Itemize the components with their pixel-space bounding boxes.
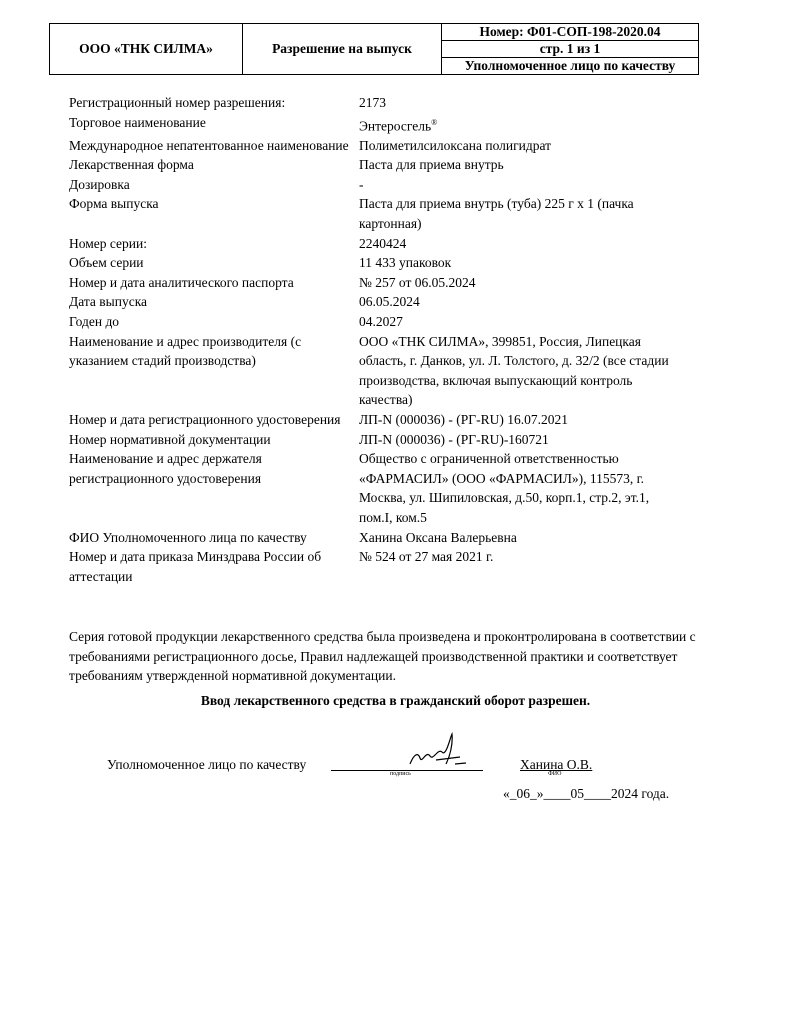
field-row (69, 292, 709, 312)
field-label: Дозировка (69, 176, 130, 192)
field-row (69, 93, 709, 113)
field-label: Номер и дата приказа Минздрава России об аттестации (69, 549, 322, 584)
field-value (359, 449, 679, 527)
date-open: « (503, 786, 510, 801)
field-label: Номер и дата регистрационного удостоверения (69, 412, 341, 427)
field-value (359, 547, 679, 586)
field-row (69, 136, 709, 156)
signature-role-label: Уполномоченное лицо по качеству (107, 757, 307, 772)
field-value-text: ЛП-N (000036) - (РГ-RU)-160721 (359, 431, 549, 447)
field-value-text: 11 433 упаковок (359, 255, 452, 271)
field-label: Международное непатентованное наименование (69, 137, 349, 153)
field-label: Номер серии: (69, 235, 148, 251)
field-row (69, 234, 709, 254)
field-value-text: ООО «ТНК СИЛМА», 399851, Россия, Липецкая область, г. Данков, ул. Л. Толстого, д. 32/2 (все стадии производства, включая выпускающий контроль качества) (359, 333, 669, 408)
field-value-text: - (359, 176, 364, 192)
signature-caption: подпись (390, 771, 411, 777)
field-label: Номер и дата аналитического паспорта (69, 274, 294, 290)
header-page: стр. 1 из 1 (442, 41, 699, 58)
field-label: Дата выпуска (69, 294, 148, 310)
registered-mark: ® (431, 117, 438, 127)
field-value (359, 194, 679, 233)
field-value (359, 234, 679, 254)
handwritten-signature (400, 730, 470, 770)
field-value (359, 312, 679, 332)
field-value (359, 155, 679, 175)
document-header (49, 23, 699, 75)
field-value-text: 04.2027 (359, 314, 403, 330)
field-value (359, 292, 679, 312)
signature-name: Ханина О.В. (520, 757, 593, 772)
header-doc-number: Номер: Ф01-СОП-198-2020.04 (442, 24, 699, 41)
field-value-text: 06.05.2024 (359, 294, 420, 310)
fields-list (69, 93, 709, 586)
field-label: Торговое наименование (69, 114, 206, 130)
name-caption: ФИО (548, 771, 562, 777)
field-value-text: Паста для приема внутрь (туба) 225 г х 1 (пачка картонная) (359, 196, 634, 232)
field-row (69, 155, 709, 175)
field-row (69, 253, 709, 273)
date-month: 05 (570, 786, 584, 801)
field-value (359, 253, 679, 273)
field-label: Наименование и адрес производителя (с указанием стадий производства) (69, 333, 302, 369)
field-label: Объем серии (69, 255, 144, 271)
field-label: Номер нормативной документации (69, 431, 271, 447)
field-value (359, 430, 679, 450)
field-row (69, 113, 709, 136)
field-value (359, 136, 679, 156)
header-company: ООО «ТНК СИЛМА» (50, 24, 243, 75)
field-value-text: Полиметилсилоксана полигидрат (359, 137, 552, 153)
field-value-text: Ханина Оксана Валерьевна (359, 529, 517, 545)
field-row (69, 194, 709, 233)
field-value-text: Энтеросгель (359, 118, 432, 134)
date-tail: ____2024 года. (584, 786, 670, 801)
field-row (69, 430, 709, 450)
field-value (359, 332, 679, 410)
signature-date (503, 786, 669, 802)
field-value-text: 2173 (359, 95, 386, 110)
header-doc-title: Разрешение на выпуск (243, 24, 442, 75)
conclusion-paragraph: Серия готовой продукции лекарственного средства была произведена и проконтролирована в соответствии с требованиями регистрационного досье, Правил надлежащей производственной практики и соответствует требованиям утвержденной нормативной документации. (69, 629, 696, 684)
field-label: Годен до (69, 314, 120, 330)
field-value (359, 410, 679, 430)
field-row (69, 332, 709, 410)
field-value-text: 2240424 (359, 235, 407, 251)
field-row (69, 312, 709, 332)
field-row (69, 547, 709, 586)
field-value (359, 175, 679, 195)
field-row (69, 175, 709, 195)
date-day: _06_ (509, 786, 537, 801)
field-value (359, 273, 679, 293)
field-value (359, 528, 679, 548)
field-label: Форма выпуска (69, 196, 159, 212)
field-value-text: ЛП-N (000036) - (РГ-RU) 16.07.2021 (359, 412, 568, 427)
field-row (69, 273, 709, 293)
field-value (359, 113, 679, 136)
header-role: Уполномоченное лицо по качеству (442, 58, 699, 75)
field-value-text: № 257 от 06.05.2024 (359, 274, 476, 290)
field-row (69, 449, 709, 527)
field-label: Регистрационный номер разрешения: (69, 95, 286, 110)
field-label: Наименование и адрес держателя регистрационного удостоверения (69, 451, 262, 486)
field-row (69, 410, 709, 430)
field-value (359, 93, 679, 113)
permission-statement: Ввод лекарственного средства в гражданский оборот разрешен. (200, 693, 591, 708)
field-row (69, 528, 709, 548)
field-label: ФИО Уполномоченного лица по качеству (69, 529, 307, 545)
field-value-text: № 524 от 27 мая 2021 г. (359, 549, 494, 565)
date-mid: »____ (536, 786, 571, 801)
field-value-text: Общество с ограниченной ответственностью «ФАРМАСИЛ» (ООО «ФАРМАСИЛ»), 115573, г. Москва, ул. Шипиловская, д.50, корп.1, стр.2, эт.1, пом.I, ком.5 (359, 451, 650, 525)
field-label: Лекарственная форма (69, 157, 194, 173)
field-value-text: Паста для приема внутрь (359, 157, 504, 173)
